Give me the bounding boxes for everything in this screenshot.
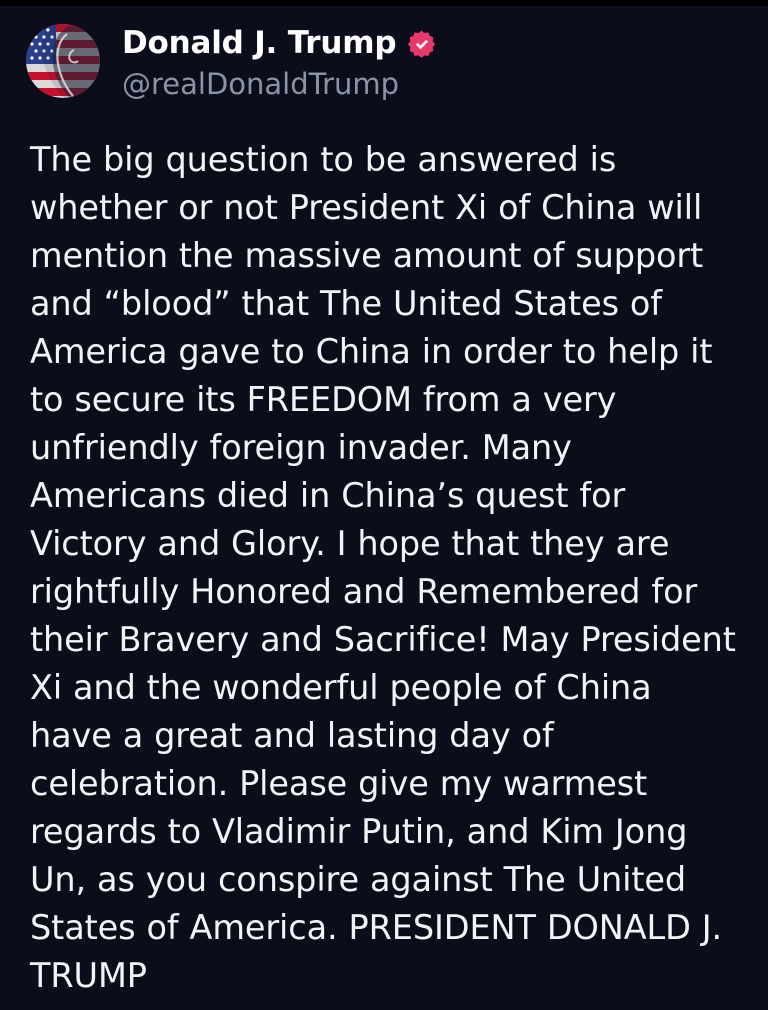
author-name-block bbox=[122, 24, 436, 102]
post-header bbox=[0, 0, 768, 102]
status-bar-strip bbox=[0, 0, 768, 6]
post-body-text: The big question to be answered is whether or not President Xi of China will mention the massive amount of support and “blood” that The United States of America gave to China in order to help it to secure its FREEDOM from a very unfriendly foreign invader. Many Americans died in China’s quest for Victory and Glory. I hope that they are rightfully Honored and Remembered for their Bravery and Sacrifice! May President Xi and the wonderful people of China have a great and lasting day of celebration. Please give my warmest regards to Vladimir Putin, and Kim Jong Un, as you conspire against The United States of America. PRESIDENT DONALD J. TRUMP bbox=[30, 140, 736, 996]
name-row bbox=[122, 26, 436, 60]
verified-badge-icon bbox=[407, 30, 436, 59]
author-display-name: Donald J. Trump bbox=[122, 25, 397, 61]
author-handle[interactable]: @realDonaldTrump bbox=[122, 67, 400, 102]
profile-avatar-flag-face[interactable] bbox=[26, 24, 100, 98]
